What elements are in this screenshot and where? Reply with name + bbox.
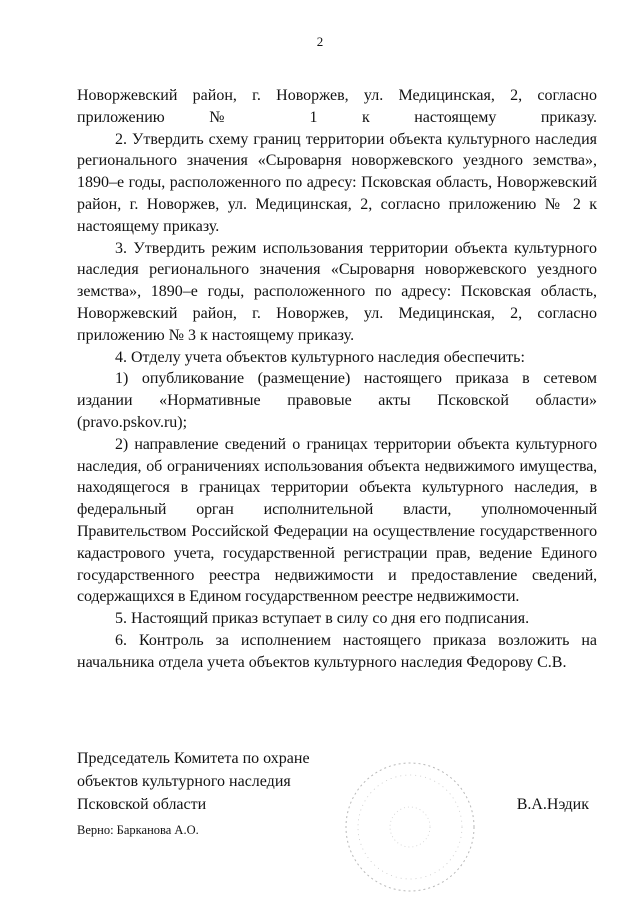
paragraph-item-2: 2. Утвердить схему границ территории объекта культурного наследия регионального значения «Сыроварня новоржевского уездного земства», 1890–е годы, расположенного по адресу: Псковская область, Новоржевский район, г. Новоржев, ул. Медицинская, 2, согласно приложению № 2 к настоящему приказу. bbox=[77, 130, 597, 235]
signatory-name: В.А.Нэдик bbox=[516, 796, 589, 813]
signatory-title-line-3: Псковской области bbox=[77, 796, 207, 813]
signatory-title-line-1: Председатель Комитета по охране bbox=[77, 750, 310, 767]
paragraph-item-5: 5. Настоящий приказ вступает в силу со дня его подписания. bbox=[115, 610, 530, 628]
page-number: 2 bbox=[316, 34, 324, 49]
paragraph-item-4: 4. Отделу учета объектов культурного наследия обеспечить: bbox=[115, 348, 525, 366]
document-body bbox=[77, 85, 597, 674]
paragraph-item-6: 6. Контроль за исполнением настоящего приказа возложить на начальника отдела учета объектов культурного наследия Федорову С.В. bbox=[77, 631, 597, 671]
signatory-title-line-2: объектов культурного наследия bbox=[77, 773, 291, 790]
paragraph-continuation: Новоржевский район, г. Новоржев, ул. Медицинская, 2, согласно приложению № 1 к настоящему приказу. bbox=[77, 87, 597, 126]
paragraph-item-4-1: 1) опубликование (размещение) настоящего приказа в сетевом издании «Нормативные правовые акты Псковской области» (pravo.pskov.ru); bbox=[77, 370, 597, 431]
signature-block bbox=[77, 747, 597, 816]
paragraph-item-3: 3. Утвердить режим использования территории объекта культурного наследия регионального значения «Сыроварня новоржевского уездного земства», 1890–е годы, расположенного по адресу: Псковская область, Новоржевский район, г. Новоржев, ул. Медицинская, 2, согласно приложению № 3 к настоящему приказу. bbox=[77, 239, 597, 344]
verified-by-note: Верно: Барканова А.О. bbox=[77, 823, 199, 837]
paragraph-item-4-2: 2) направление сведений о границах территории объекта культурного наследия, об ограничениях использования объекта недвижимого имущества, находящегося в границах территории объекта культурного наследия, в федеральный орган исполнительной власти, уполномоченный Правительством Российской Федерации на осуществление государственного кадастрового учета, государственной регистрации прав, ведение Единого государственного реестра недвижимости и предоставление сведений, содержащихся в Едином государственном реестре недвижимости. bbox=[77, 435, 597, 606]
